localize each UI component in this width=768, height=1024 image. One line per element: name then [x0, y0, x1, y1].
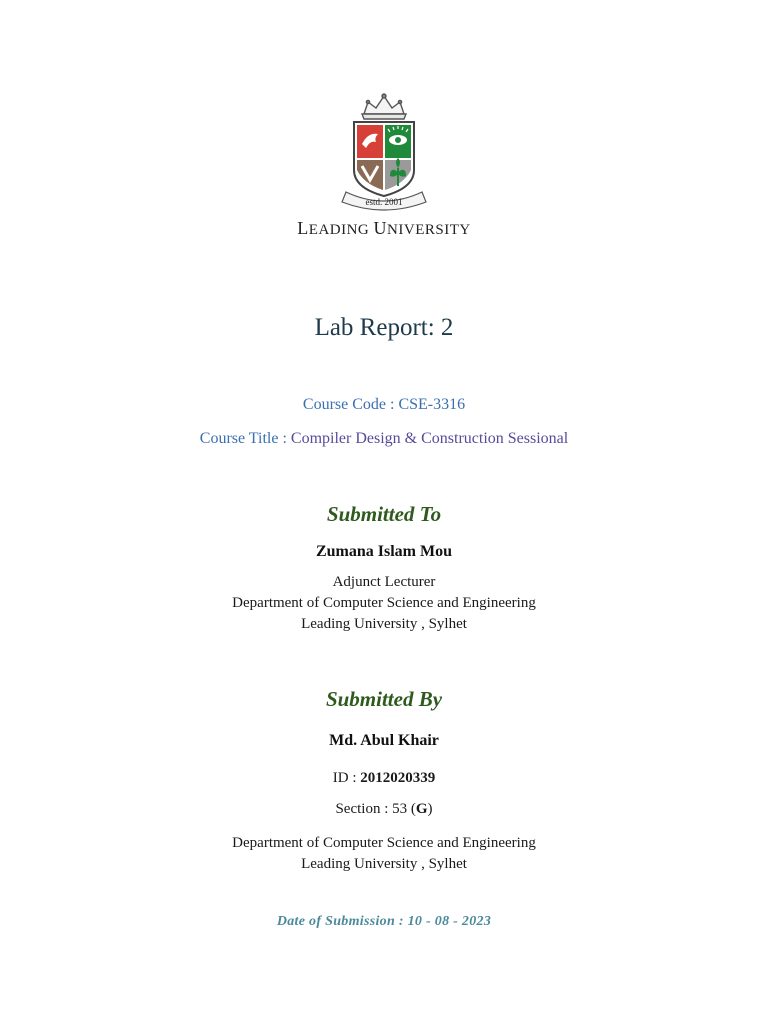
course-code-value: CSE-3316	[398, 396, 466, 413]
submitted-to-department: Department of Computer Science and Engineering	[232, 595, 536, 611]
submitted-by-department: Department of Computer Science and Engineering	[232, 835, 536, 851]
course-title	[0, 430, 768, 448]
student-id: ID : 2012020339	[332, 770, 436, 786]
course-title-value: Compiler Design & Construction Sessional	[290, 430, 569, 447]
estd-text: estd. 2001	[365, 197, 403, 207]
submitted-by-university: Leading University , Sylhet	[301, 856, 467, 872]
course-code	[0, 396, 768, 414]
crest-icon	[324, 92, 444, 214]
submitted-by-name: Md. Abul Khair	[329, 732, 439, 749]
university-logo	[0, 92, 768, 239]
submitted-to-role: Adjunct Lecturer	[332, 574, 436, 590]
report-title: Lab Report: 2	[314, 314, 454, 341]
submitted-to-name: Zumana Islam Mou	[315, 543, 453, 560]
course-code-label: Course Code :	[302, 396, 399, 413]
student-section: Section : 53 (G)	[335, 801, 433, 817]
submitted-to-university: Leading University , Sylhet	[301, 616, 467, 632]
course-title-label: Course Title :	[199, 430, 291, 447]
submitted-to-heading: Submitted To	[326, 502, 442, 526]
submission-date: Date of Submission : 10 - 08 - 2023	[276, 914, 492, 929]
university-name: LEADING UNIVERSITY	[297, 218, 471, 238]
submitted-by-heading: Submitted By	[325, 687, 443, 711]
